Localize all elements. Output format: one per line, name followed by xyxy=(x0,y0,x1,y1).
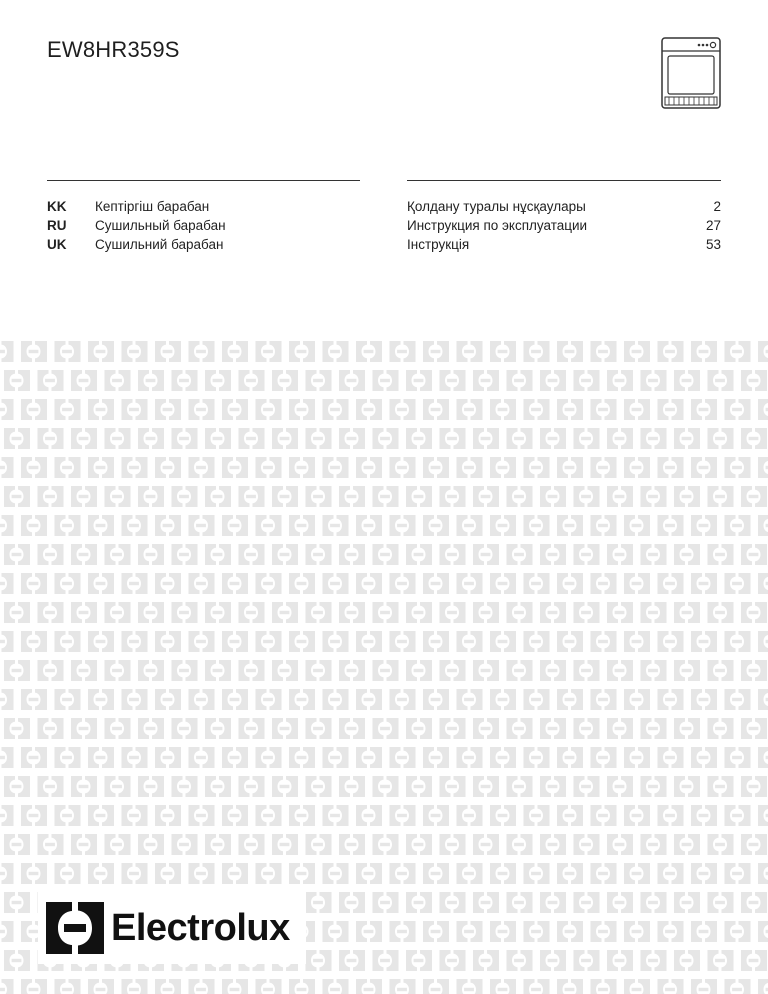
language-list xyxy=(47,197,360,254)
tumble-dryer-icon xyxy=(661,37,721,109)
manual-title: Қолдану туралы нұсқаулары xyxy=(407,199,586,214)
page-number: 53 xyxy=(705,237,721,252)
divider-right xyxy=(407,180,721,181)
product-name: Сушильний барабан xyxy=(95,237,224,252)
manual-index xyxy=(407,197,721,254)
model-title: EW8HR359S xyxy=(47,37,180,62)
manual-title: Инструкция по эксплуатации xyxy=(407,218,588,233)
manual-title: Інструкція xyxy=(407,237,470,252)
product-name: Кептіргіш барабан xyxy=(95,199,210,214)
language-row xyxy=(47,197,360,216)
product-name: Сушильный барабан xyxy=(95,218,226,233)
page-number: 27 xyxy=(705,218,721,233)
divider-left xyxy=(47,180,360,181)
language-code: UK xyxy=(47,237,67,252)
manual-row xyxy=(407,216,721,235)
manual-row xyxy=(407,197,721,216)
page-number: 2 xyxy=(713,199,721,214)
language-row xyxy=(47,216,360,235)
language-row xyxy=(47,235,360,254)
language-code: KK xyxy=(47,199,67,214)
language-code: RU xyxy=(47,218,67,233)
brand-name: Electrolux xyxy=(111,907,290,949)
manual-row xyxy=(407,235,721,254)
